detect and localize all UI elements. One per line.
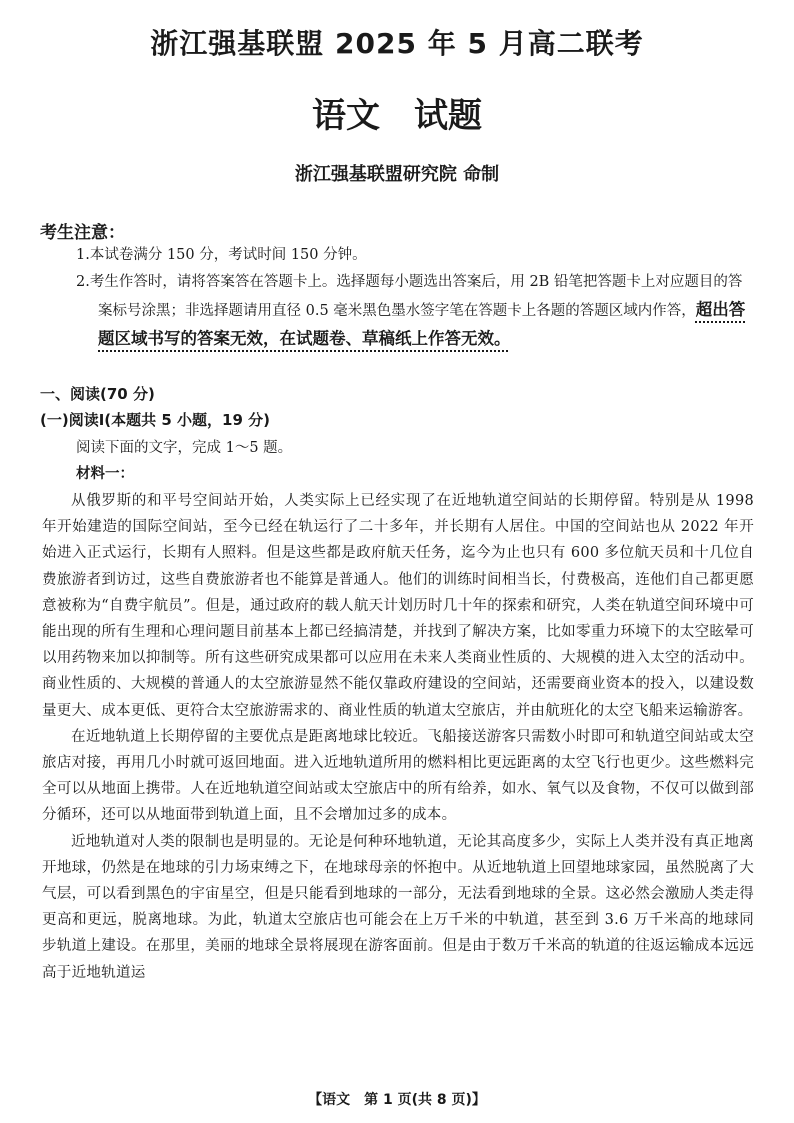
paragraph-2: 在近地轨道上长期停留的主要优点是距离地球比较近。飞船接送游客只需数小时即可和轨道空间站或太空旅店对接，再用几小时就可返回地面。进入近地轨道所用的燃料相比更远距离的太空飞行也更少。这些燃料完全可以从地面上携带。人在近地轨道空间站或太空旅店中的所有给养，如水、氧气以及食物，不仅可以做到部分循环，还可以从地面带到轨道上面，且不会增加过多的成本。 (42, 728, 754, 824)
issuer-line: 浙江强基联盟研究院 命制 (294, 164, 500, 185)
paragraph-3: 近地轨道对人类的限制也是明显的。无论是何种环地轨道，无论其高度多少，实际上人类并没有真正地离开地球，仍然是在地球的引力场束缚之下，在地球母亲的怀抱中。从近地轨道上回望地球家园，虽然脱离了大气层，可以看到黑色的宇宙星空，但是只能看到地球的一部分，无法看到地球的全景。这必然会激励人类走得更高和更远，脱离地球。为此，轨道太空旅店也可能会在上万千米的中轨道，甚至到 3.6 万千米高的地球同步轨道上建设。在那里，美丽的地球全景将展现在游客面前。但是由于数万千米高的轨道的往返运输成本远远高于近地轨道运 (42, 833, 754, 981)
footer-page-number: 第 1 页(共 8 页)】 (364, 1092, 486, 1108)
material-body (42, 488, 754, 986)
notice-item-2 (76, 269, 756, 354)
section-part-heading: 一、阅读(70 分) (40, 385, 155, 403)
notice-heading: 考生注意： (40, 223, 125, 243)
notice-item-1: 1.本试卷满分 150 分，考试时间 150 分钟。 (76, 247, 367, 263)
paragraph-1: 从俄罗斯的和平号空间站开始，人类实际上已经实现了在近地轨道空间站的长期停留。特别是从 1998 年开始建造的国际空间站，至今已经在轨运行了二十多年，并长期有人居住。中国的空间站也从 2022 年开始进入正式运行，长期有人照料。但是这些都是政府航天任务，迄今为止也只有 600 多位航天员和十几位自费旅游者到访过，这些自费旅游者也不能算是普通人。他们的训练时间相当长，付费极高，连他们自己都更愿意被称为“自费宇航员”。但是，通过政府的载人航天计划历时几十年的探索和研究，人类在轨道空间环境中可能出现的所有生理和心理问题目前基本上都已经搞清楚，并找到了解决方案，比如零重力环境下的太空眩晕可以用药物来加以抑制等。所有这些研究成果都可以应用在未来人类商业性质的、大规模的进入太空的活动中。商业性质的、大规模的普通人的太空旅游显然不能仅靠政府建设的空间站，还需要商业资本的投入，以建设数量更大、成本更低、更符合太空旅游需求的、商业性质的轨道太空旅店，并由航班化的太空飞船来运输游客。 (42, 493, 754, 719)
footer-subject: 【语文 (308, 1092, 351, 1108)
notice-list (76, 242, 756, 354)
page-footer (0, 1089, 794, 1109)
notice-item-2-emphasis: 超出答题区域书写的答案无效，在试题卷、草稿纸上作答无效。 (98, 300, 746, 348)
reading-instruction: 阅读下面的文字，完成 1～5 题。 (76, 440, 293, 456)
section-sub-heading: (一)阅读Ⅰ(本题共 5 小题，19 分) (40, 411, 270, 429)
exam-title: 浙江强基联盟 2025 年 5 月高二联考 (150, 27, 644, 60)
exam-subject-title: 语文 试题 (312, 96, 482, 136)
notice-item-2-text: 2.考生作答时，请将答案答在答题卡上。选择题每小题选出答案后，用 2B 铅笔把答题卡上对应题目的答案标号涂黑；非选择题请用直径 0.5 毫米黑色墨水签字笔在答题卡上各题的答题区域内作答， (76, 274, 743, 319)
material-label: 材料一： (76, 466, 134, 482)
